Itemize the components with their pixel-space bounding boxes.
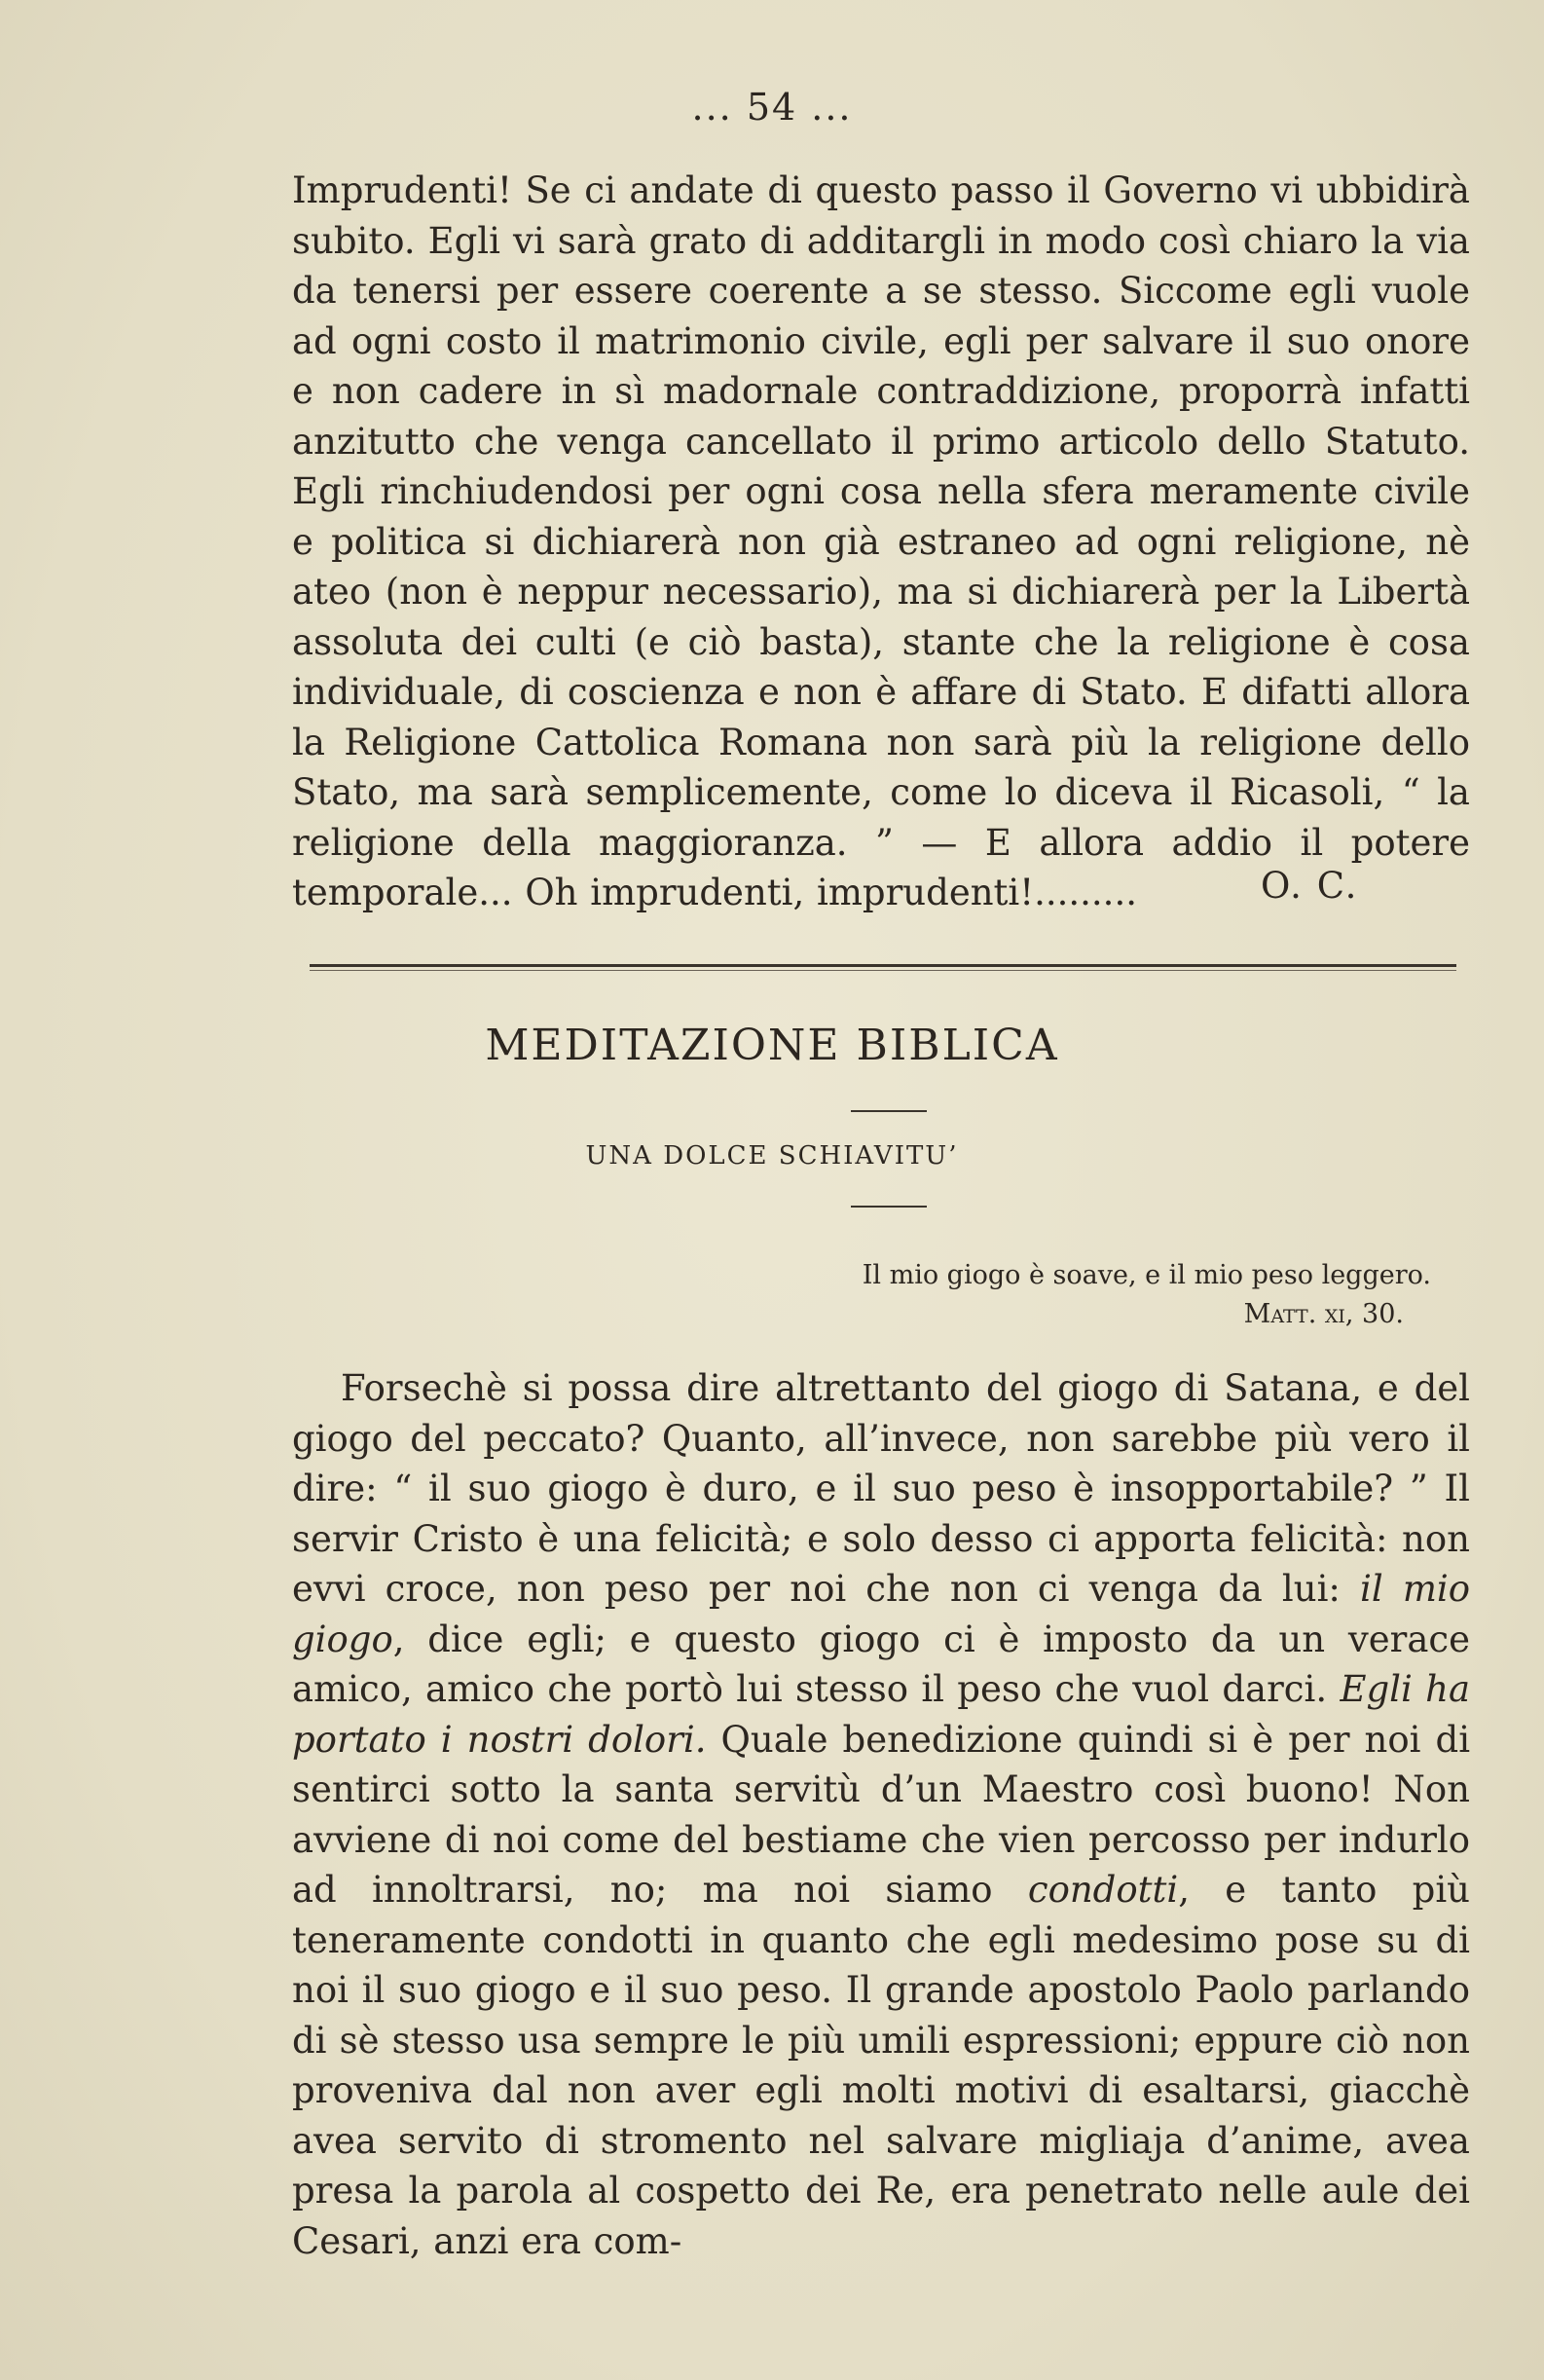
paragraph-text: Imprudenti! Se ci andate di questo passo il Governo vi ubbidirà subito. Egli vi sarà grato di additargli in modo così chiaro la via da tenersi per essere coerente a se stesso. Siccome egli vuole ad ogni costo il matrimonio civile, egli per salvare il suo onore e non cadere in sì madornale contraddizione, proporrà infatti anzitutto che venga cancellato il primo articolo dello Statuto. Egli rinchiudendosi per ogni cosa nella sfera meramente civile e politica si dichiarerà non già estraneo ad ogni religione, nè ateo (non è neppur necessario), ma si dichiarerà per la Libertà assoluta dei culti (e ciò basta), stante che la religione è cosa individuale, di coscienza e non è affare di Stato. E difatti allora la Religione Cattolica Romana non sarà più la religione dello Stato, ma sarà semplicemente, come lo diceva il Ricasoli, “ la religione della maggioranza. ” — E allora addio il potere temporale... Oh imprudenti, imprudenti!......... <box>292 169 1470 913</box>
epigraph-quote: Il mio giogo è soave, e il mio peso leggero. <box>862 1260 1431 1290</box>
subtitle-rule <box>851 1206 927 1208</box>
meditation-paragraph <box>292 1363 1470 2266</box>
epigraph <box>863 1256 1431 1334</box>
paragraph-text <box>292 1363 1470 2266</box>
italic-phrase: il mio giogo <box>292 1568 1471 1660</box>
text-run: , e tanto più teneramente condotti in quanto che egli medesimo pose su di noi il suo giogo e il suo peso. Il grande apostolo Paolo parlando di sè stesso usa sempre le più umili espressioni; eppure ciò non proveniva dal non aver egli molti motivi di esaltarsi, giacchè avea servito di stromento nel salvare migliaja d’anime, avea presa la parola al cospetto dei Re, era penetrato nelle aule dei Cesari, anzi era com- <box>292 1869 1470 2262</box>
italic-phrase: condotti <box>1027 1869 1179 1911</box>
text-run: Quale benedizione quindi si è per noi di sentirci sotto la santa servitù d’un Maestro così buono! Non avviene di noi come del bestiame che vien percosso per indurlo ad innoltrarsi, no; ma noi siamo <box>292 1718 1471 1911</box>
author-signature: O. C. <box>1261 865 1359 907</box>
epigraph-reference: Matt. xi, 30. <box>1243 1299 1404 1329</box>
title-rule <box>851 1110 927 1112</box>
text-run: Forsechè si possa dire altrettanto del giogo di Satana, e del giogo del peccato? Quanto, all’invece, non sarebbe più vero il dire: “ il suo giogo è duro, e il suo peso è insopportabile? ” Il servir Cristo è una felicità; e solo desso ci apporta felicità: non evvi croce, non peso per noi che non ci venga da lui: <box>292 1367 1470 1610</box>
italic-phrase: Egli ha portato i nostri dolori. <box>292 1668 1470 1761</box>
page-number: ... 54 ... <box>691 86 853 129</box>
article-title: MEDITAZIONE BIBLICA <box>485 1021 1059 1070</box>
section-divider-thin <box>310 970 1456 971</box>
section-divider <box>310 964 1456 967</box>
closing-paragraph <box>292 166 1470 918</box>
text-run: , dice egli; e questo giogo ci è imposto da un verace amico, amico che portò lui stesso il peso che vuol darci. <box>292 1618 1470 1710</box>
article-subtitle: UNA DOLCE SCHIAVITU’ <box>585 1141 959 1171</box>
